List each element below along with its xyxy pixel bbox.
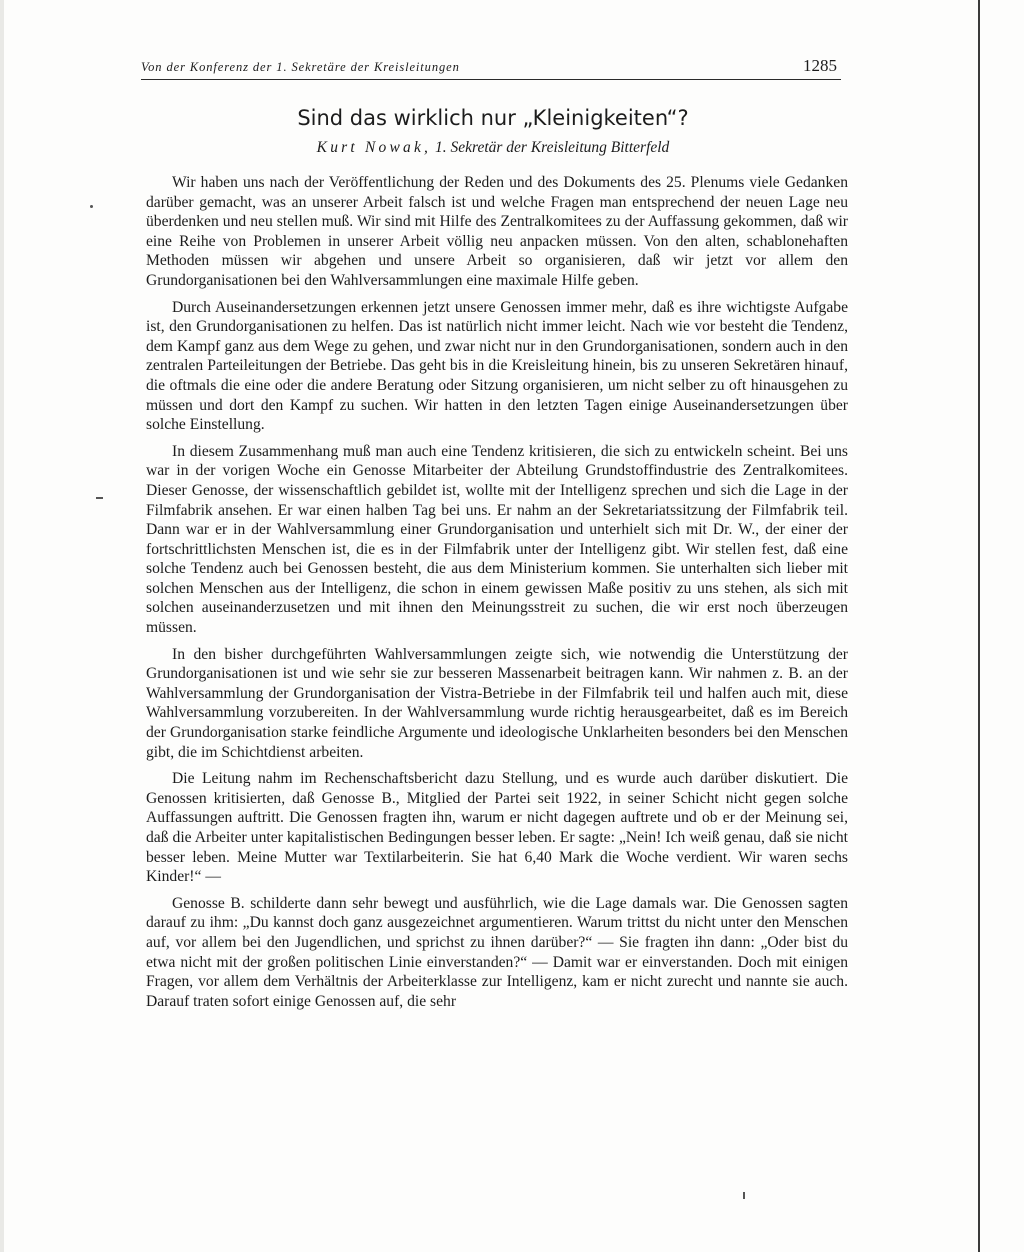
paragraph: In diesem Zusammenhang muß man auch eine Tendenz kritisieren, die sich zu entwickeln scheint. Bei uns war in der vorigen Woche ein Genosse Mitarbeiter der Abteilung Grundstoffindustrie des Zentralkomitees. Dieser Genosse, der wissenschaftlich gebildet ist, wollte mit der Intelligenz sprechen und sich die Lage in der Filmfabrik ansehen. Er war einen halben Tag bei uns. Er nahm an der Sekretariatssitzung der Filmfabrik teil. Dann war er in der Wahlversammlung einer Grundorganisation und unterhielt sich mit Dr. W., der einer der fortschrittlichsten Menschen ist, die es in der Filmfabrik unter der Intelligenz gibt. Wir stellen fest, daß eine solche Tendenz auch bei Genossen besteht, die aus dem Ministerium kommen. Sie unterhalten sich lieber mit solchen Menschen aus der Intelligenz, die schon in einem gewissen Maße positiv zu uns stehen, als sich mit solchen auseinanderzusetzen und mit ihnen den Meinungsstreit zu suchen, die wir erst noch überzeugen müssen. (146, 442, 848, 637)
running-header (141, 56, 841, 80)
paragraph: Die Leitung nahm im Rechenschaftsbericht dazu Stellung, und es wurde auch darüber diskutiert. Die Genossen kritisierten, daß Genosse B., Mitglied der Partei seit 1922, in seiner Schicht nicht gegen solche Auffassungen auftritt. Die Genossen fragten ihn, warum er nicht dagegen auftrete und ob er der Meinung sei, daß die Arbeiter unter kapitalistischen Bedingungen besser leben. Er sagte: „Nein! Ich weiß genau, daß sie nicht besser leben. Meine Mutter war Textilarbeiterin. Sie hat 6,40 Mark die Woche verdient. Wir waren sechs Kinder!“ — (146, 770, 848, 886)
scan-speck (90, 205, 93, 208)
running-title: Von der Konferenz der 1. Sekretäre der Kreisleitungen (141, 60, 460, 74)
page-edge-shadow (0, 0, 4, 1252)
paragraph: Genosse B. schilderte dann sehr bewegt und ausführlich, wie die Lage damals war. Die Genossen sagten darauf zu ihm: „Du kannst doch ganz ausgezeichnet argumentieren. Warum trittst du nicht unter den Menschen auf, vor allem bei den Jugendlichen, und sprichst zu ihnen darüber?“ — Sie fragten ihn dann: „Oder bist du etwa nicht mit der großen politischen Linie einverstanden?“ — Damit war er einverstanden. Doch mit einigen Fragen, vor allem dem Verhältnis der Arbeiterklasse zur Intelligenz, kam er nicht zurecht und nannte sie auch. Darauf traten sofort einige Genossen auf, die sehr (146, 894, 848, 1010)
article-headline: Sind das wirklich nur „Kleinigkeiten“? (297, 106, 689, 130)
binding-line (978, 0, 980, 1252)
scan-speck (96, 497, 103, 499)
article-body (146, 173, 848, 1018)
article-byline (141, 139, 845, 157)
header-rule (141, 79, 841, 81)
scan-speck (743, 1192, 745, 1199)
paragraph: In den bisher durchgeführten Wahlversammlungen zeigte sich, wie notwendig die Unterstützung der Grundorganisationen ist und wie sehr sie zur besseren Massenarbeit beitragen kann. Wir nahmen z. B. an der Wahlversammlung der Grundorganisation der Vistra-Betriebe in der Filmfabrik teil und halfen auch mit, diese Wahlversammlung vorzubereiten. In der Wahlversammlung wurde richtig herausgearbeitet, daß es im Bereich der Grundorganisation starke feindliche Argumente und ideologische Unklarheiten besonders bei den Menschen gibt, die im Schichtdienst arbeiten. (146, 645, 848, 761)
paragraph: Durch Auseinandersetzungen erkennen jetzt unsere Genossen immer mehr, daß es ihre wichtigste Aufgabe ist, den Grundorganisationen zu helfen. Das ist natürlich nicht immer leicht. Nach wie vor besteht die Tendenz, dem Kampf ganz aus dem Wege zu gehen, und zwar nicht nur in den Grundorganisationen, sondern auch in den zentralen Parteileitungen der Betriebe. Das geht bis in die Kreisleitung hinein, bis zu unseren Sekretären hinauf, die oftmals die eine oder die andere Beratung oder Sitzung organisieren, um nicht selber zu oft hinausgehen zu müssen und dort den Kampf zu suchen. Wir hatten in den letzten Tagen einige Auseinandersetzungen über solche Einstellung. (146, 298, 848, 434)
author-role: 1. Sekretär der Kreisleitung Bitterfeld (434, 139, 670, 156)
paragraph: Wir haben uns nach der Veröffentlichung der Reden und des Dokuments des 25. Plenums viele Gedanken darüber gemacht, was an unserer Arbeit falsch ist und welche Fragen man entsprechend der neuen Lage neu überdenken und neu stellen muß. Wir sind mit Hilfe des Zentralkomitees zu der Auffassung gekommen, daß wir eine Reihe von Problemen in unserer Arbeit völlig neu anpacken müssen. Von den alten, schablonehaften Methoden müssen wir abgehen und unsere Arbeit so organisieren, daß wir jetzt vor allem den Grundorganisationen bei den Wahlversammlungen eine maximale Hilfe geben. (146, 174, 848, 289)
author-name: Kurt Nowak, (316, 139, 432, 156)
page-number: 1285 (803, 56, 837, 75)
